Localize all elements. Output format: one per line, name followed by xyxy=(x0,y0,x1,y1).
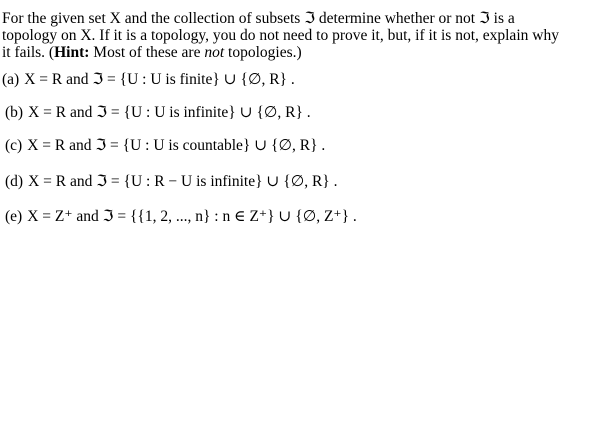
intro-line-3 xyxy=(2,44,602,61)
item-label: (e) xyxy=(5,208,23,225)
item-label: (a) xyxy=(2,71,20,88)
problem-item-e xyxy=(5,207,357,226)
item-text: X = R and ℑ = {U : U is infinite} ∪ {∅, R} . xyxy=(28,104,311,121)
intro-line-3-end: topologies.) xyxy=(224,44,302,61)
intro-line-1: For the given set X and the collection of subsets ℑ determine whether or not ℑ is a xyxy=(2,10,515,27)
item-text: X = R and ℑ = {U : R − U is infinite} ∪ {∅, R} . xyxy=(28,173,338,190)
problem-item-d xyxy=(5,172,338,191)
intro-line-3-start: it fails. ( xyxy=(2,44,55,61)
item-text: X = Z⁺ and ℑ = {{1, 2, ..., n} : n ∈ Z⁺} ∪ {∅, Z⁺} . xyxy=(27,208,357,225)
problem-item-c xyxy=(5,136,325,155)
item-label: (d) xyxy=(5,173,24,190)
problem-item-a xyxy=(2,70,295,89)
item-text: X = R and ℑ = {U : U is countable} ∪ {∅, R} . xyxy=(27,137,326,154)
problem-item-b xyxy=(5,103,311,122)
item-label: (c) xyxy=(5,137,23,154)
item-text: X = R and ℑ = {U : U is finite} ∪ {∅, R} . xyxy=(24,71,295,88)
intro-line-2: topology on X. If it is a topology, you do not need to prove it, but, if it is not, explain why xyxy=(2,27,559,44)
intro-line-3-middle: Most of these are xyxy=(89,44,205,61)
problem-intro xyxy=(2,10,602,61)
item-label: (b) xyxy=(5,104,24,121)
hint-label: Hint: xyxy=(54,44,90,61)
not-emphasis: not xyxy=(204,44,225,61)
